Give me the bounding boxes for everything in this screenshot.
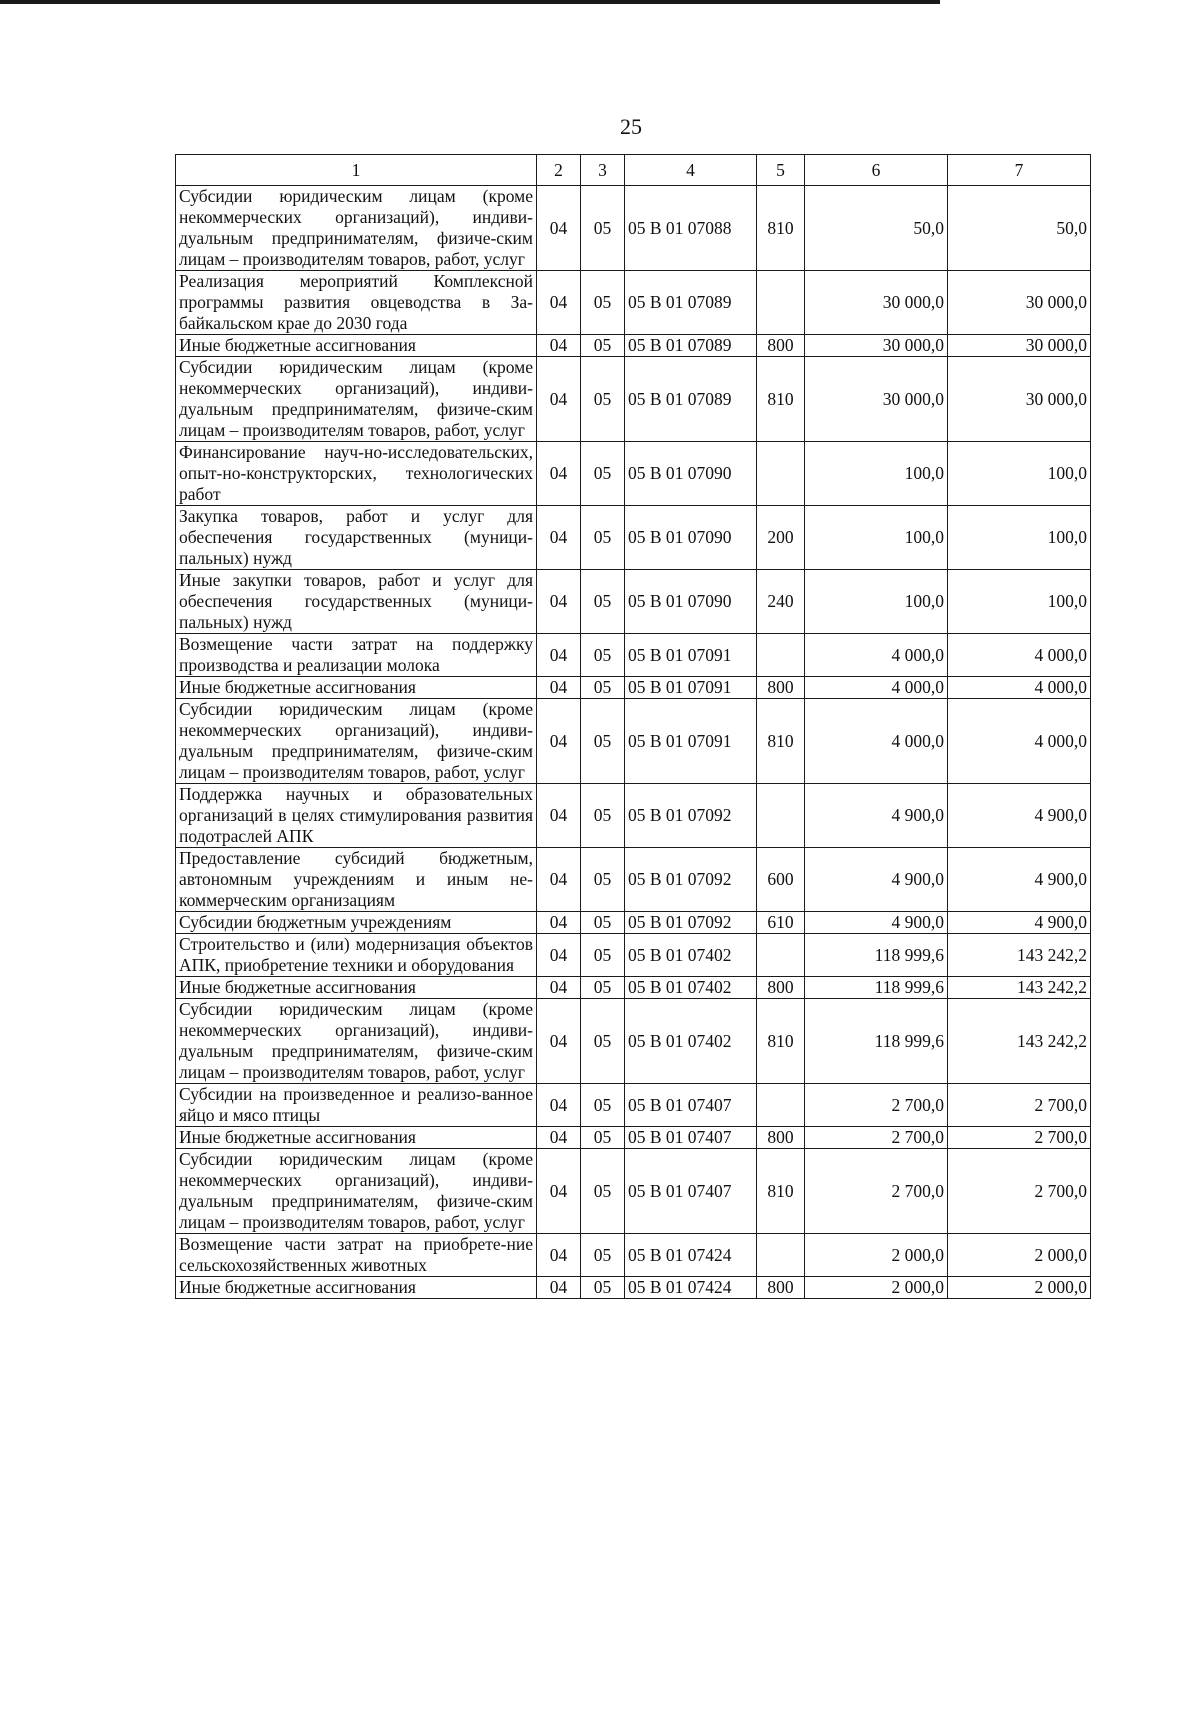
amount-year2-cell: 2 700,0 [948,1149,1091,1234]
row-name-cell: Субсидии юридическим лицам (кроме некоммерческих организаций), индиви-дуальным предпринимателям, физиче-ским лицам – производителям товаров, работ, услуг [176,357,537,442]
expense-type-cell [757,1234,805,1277]
amount-year1-cell: 2 700,0 [805,1127,948,1149]
section-code-cell: 04 [537,1234,581,1277]
column-header: 6 [805,155,948,186]
row-name-cell: Иные бюджетные ассигнования [176,335,537,357]
table-row [176,271,1091,335]
table-row [176,677,1091,699]
subsection-code-cell: 05 [581,1084,625,1127]
column-header: 5 [757,155,805,186]
amount-year1-cell: 30 000,0 [805,357,948,442]
target-article-cell: 05 В 01 07090 [625,506,757,570]
target-article-cell: 05 В 01 07407 [625,1084,757,1127]
expense-type-cell [757,271,805,335]
subsection-code-cell: 05 [581,912,625,934]
amount-year1-cell: 4 000,0 [805,699,948,784]
table-row [176,335,1091,357]
target-article-cell: 05 В 01 07092 [625,848,757,912]
table-row [176,570,1091,634]
table-row [176,784,1091,848]
table-row [176,1277,1091,1299]
expense-type-cell: 240 [757,570,805,634]
row-name-cell: Реализация мероприятий Комплексной программы развития овцеводства в За-байкальском крае до 2030 года [176,271,537,335]
row-name-cell: Иные бюджетные ассигнования [176,677,537,699]
section-code-cell: 04 [537,506,581,570]
row-name-cell: Иные закупки товаров, работ и услуг для обеспечения государственных (муници-пальных) нужд [176,570,537,634]
row-name-cell: Возмещение части затрат на приобрете-ние сельскохозяйственных животных [176,1234,537,1277]
target-article-cell: 05 В 01 07088 [625,186,757,271]
amount-year2-cell: 30 000,0 [948,335,1091,357]
table-row [176,506,1091,570]
target-article-cell: 05 В 01 07402 [625,934,757,977]
amount-year1-cell: 2 000,0 [805,1277,948,1299]
expense-type-cell [757,634,805,677]
budget-table [175,154,1091,1299]
section-code-cell: 04 [537,677,581,699]
row-name-cell: Субсидии бюджетным учреждениям [176,912,537,934]
target-article-cell: 05 В 01 07092 [625,784,757,848]
target-article-cell: 05 В 01 07091 [625,634,757,677]
table-row [176,934,1091,977]
table-row [176,912,1091,934]
table-row [176,442,1091,506]
target-article-cell: 05 В 01 07090 [625,442,757,506]
row-name-cell: Поддержка научных и образовательных организаций в целях стимулирования развития подотраслей АПК [176,784,537,848]
subsection-code-cell: 05 [581,977,625,999]
amount-year1-cell: 4 000,0 [805,634,948,677]
target-article-cell: 05 В 01 07089 [625,357,757,442]
subsection-code-cell: 05 [581,1277,625,1299]
expense-type-cell [757,442,805,506]
subsection-code-cell: 05 [581,934,625,977]
row-name-cell: Субсидии юридическим лицам (кроме некоммерческих организаций), индиви-дуальным предпринимателям, физиче-ским лицам – производителям товаров, работ, услуг [176,999,537,1084]
subsection-code-cell: 05 [581,848,625,912]
section-code-cell: 04 [537,570,581,634]
column-header: 1 [176,155,537,186]
section-code-cell: 04 [537,1127,581,1149]
row-name-cell: Субсидии на произведенное и реализо-ванное яйцо и мясо птицы [176,1084,537,1127]
expense-type-cell: 810 [757,1149,805,1234]
amount-year1-cell: 2 000,0 [805,1234,948,1277]
top-border-line [0,0,940,4]
amount-year1-cell: 4 900,0 [805,784,948,848]
subsection-code-cell: 05 [581,271,625,335]
amount-year2-cell: 2 000,0 [948,1277,1091,1299]
section-code-cell: 04 [537,271,581,335]
amount-year2-cell: 30 000,0 [948,271,1091,335]
amount-year1-cell: 2 700,0 [805,1084,948,1127]
subsection-code-cell: 05 [581,335,625,357]
target-article-cell: 05 В 01 07407 [625,1149,757,1234]
amount-year2-cell: 4 000,0 [948,677,1091,699]
section-code-cell: 04 [537,784,581,848]
amount-year1-cell: 4 900,0 [805,912,948,934]
expense-type-cell: 200 [757,506,805,570]
amount-year2-cell: 143 242,2 [948,977,1091,999]
target-article-cell: 05 В 01 07402 [625,977,757,999]
amount-year1-cell: 4 900,0 [805,848,948,912]
row-name-cell: Строительство и (или) модернизация объектов АПК, приобретение техники и оборудования [176,934,537,977]
expense-type-cell: 800 [757,977,805,999]
subsection-code-cell: 05 [581,999,625,1084]
expense-type-cell: 810 [757,357,805,442]
subsection-code-cell: 05 [581,634,625,677]
row-name-cell: Иные бюджетные ассигнования [176,1127,537,1149]
target-article-cell: 05 В 01 07424 [625,1277,757,1299]
section-code-cell: 04 [537,999,581,1084]
amount-year2-cell: 143 242,2 [948,934,1091,977]
amount-year1-cell: 100,0 [805,442,948,506]
section-code-cell: 04 [537,442,581,506]
column-header: 2 [537,155,581,186]
target-article-cell: 05 В 01 07424 [625,1234,757,1277]
expense-type-cell [757,784,805,848]
expense-type-cell: 810 [757,186,805,271]
target-article-cell: 05 В 01 07091 [625,699,757,784]
expense-type-cell: 800 [757,1127,805,1149]
table-row [176,1127,1091,1149]
amount-year2-cell: 100,0 [948,442,1091,506]
subsection-code-cell: 05 [581,186,625,271]
subsection-code-cell: 05 [581,357,625,442]
amount-year2-cell: 4 000,0 [948,634,1091,677]
section-code-cell: 04 [537,186,581,271]
column-header: 7 [948,155,1091,186]
subsection-code-cell: 05 [581,1127,625,1149]
subsection-code-cell: 05 [581,784,625,848]
table-row [176,1234,1091,1277]
section-code-cell: 04 [537,1277,581,1299]
subsection-code-cell: 05 [581,1149,625,1234]
amount-year1-cell: 118 999,6 [805,977,948,999]
expense-type-cell: 610 [757,912,805,934]
subsection-code-cell: 05 [581,677,625,699]
target-article-cell: 05 В 01 07092 [625,912,757,934]
table-row [176,699,1091,784]
target-article-cell: 05 В 01 07402 [625,999,757,1084]
amount-year2-cell: 100,0 [948,506,1091,570]
amount-year2-cell: 2 700,0 [948,1127,1091,1149]
target-article-cell: 05 В 01 07089 [625,335,757,357]
page-number: 25 [620,114,642,139]
subsection-code-cell: 05 [581,699,625,784]
amount-year2-cell: 143 242,2 [948,999,1091,1084]
target-article-cell: 05 В 01 07091 [625,677,757,699]
amount-year2-cell: 4 900,0 [948,848,1091,912]
amount-year1-cell: 50,0 [805,186,948,271]
amount-year2-cell: 2 700,0 [948,1084,1091,1127]
amount-year1-cell: 2 700,0 [805,1149,948,1234]
amount-year2-cell: 4 900,0 [948,784,1091,848]
column-header: 4 [625,155,757,186]
table-row [176,999,1091,1084]
section-code-cell: 04 [537,634,581,677]
row-name-cell: Возмещение части затрат на поддержку производства и реализации молока [176,634,537,677]
expense-type-cell: 810 [757,699,805,784]
table-row [176,848,1091,912]
table-row [176,634,1091,677]
section-code-cell: 04 [537,1084,581,1127]
expense-type-cell: 800 [757,335,805,357]
expense-type-cell [757,934,805,977]
section-code-cell: 04 [537,912,581,934]
row-name-cell: Финансирование науч-но-исследовательских, опыт-но-конструкторских, технологических работ [176,442,537,506]
expense-type-cell: 600 [757,848,805,912]
section-code-cell: 04 [537,335,581,357]
amount-year2-cell: 2 000,0 [948,1234,1091,1277]
row-name-cell: Субсидии юридическим лицам (кроме некоммерческих организаций), индиви-дуальным предпринимателям, физиче-ским лицам – производителям товаров, работ, услуг [176,1149,537,1234]
section-code-cell: 04 [537,357,581,442]
row-name-cell: Субсидии юридическим лицам (кроме некоммерческих организаций), индиви-дуальным предпринимателям, физиче-ским лицам – производителям товаров, работ, услуг [176,186,537,271]
row-name-cell: Закупка товаров, работ и услуг для обеспечения государственных (муници-пальных) нужд [176,506,537,570]
row-name-cell: Иные бюджетные ассигнования [176,977,537,999]
section-code-cell: 04 [537,848,581,912]
amount-year1-cell: 30 000,0 [805,271,948,335]
table-row [176,977,1091,999]
row-name-cell: Субсидии юридическим лицам (кроме некоммерческих организаций), индиви-дуальным предпринимателям, физиче-ским лицам – производителям товаров, работ, услуг [176,699,537,784]
column-header: 3 [581,155,625,186]
expense-type-cell [757,1084,805,1127]
table-body [176,186,1091,1299]
table-row [176,1084,1091,1127]
expense-type-cell: 800 [757,677,805,699]
expense-type-cell: 800 [757,1277,805,1299]
section-code-cell: 04 [537,699,581,784]
amount-year1-cell: 118 999,6 [805,999,948,1084]
table-header-row [176,155,1091,186]
table-row [176,357,1091,442]
amount-year2-cell: 100,0 [948,570,1091,634]
target-article-cell: 05 В 01 07090 [625,570,757,634]
subsection-code-cell: 05 [581,570,625,634]
section-code-cell: 04 [537,977,581,999]
target-article-cell: 05 В 01 07407 [625,1127,757,1149]
table-row [176,1149,1091,1234]
amount-year1-cell: 100,0 [805,506,948,570]
amount-year1-cell: 118 999,6 [805,934,948,977]
row-name-cell: Иные бюджетные ассигнования [176,1277,537,1299]
target-article-cell: 05 В 01 07089 [625,271,757,335]
subsection-code-cell: 05 [581,506,625,570]
table-row [176,186,1091,271]
amount-year2-cell: 30 000,0 [948,357,1091,442]
section-code-cell: 04 [537,934,581,977]
amount-year1-cell: 100,0 [805,570,948,634]
amount-year1-cell: 30 000,0 [805,335,948,357]
expense-type-cell: 810 [757,999,805,1084]
subsection-code-cell: 05 [581,1234,625,1277]
amount-year1-cell: 4 000,0 [805,677,948,699]
subsection-code-cell: 05 [581,442,625,506]
amount-year2-cell: 50,0 [948,186,1091,271]
amount-year2-cell: 4 000,0 [948,699,1091,784]
section-code-cell: 04 [537,1149,581,1234]
amount-year2-cell: 4 900,0 [948,912,1091,934]
row-name-cell: Предоставление субсидий бюджетным, автономным учреждениям и иным не-коммерческим организациям [176,848,537,912]
